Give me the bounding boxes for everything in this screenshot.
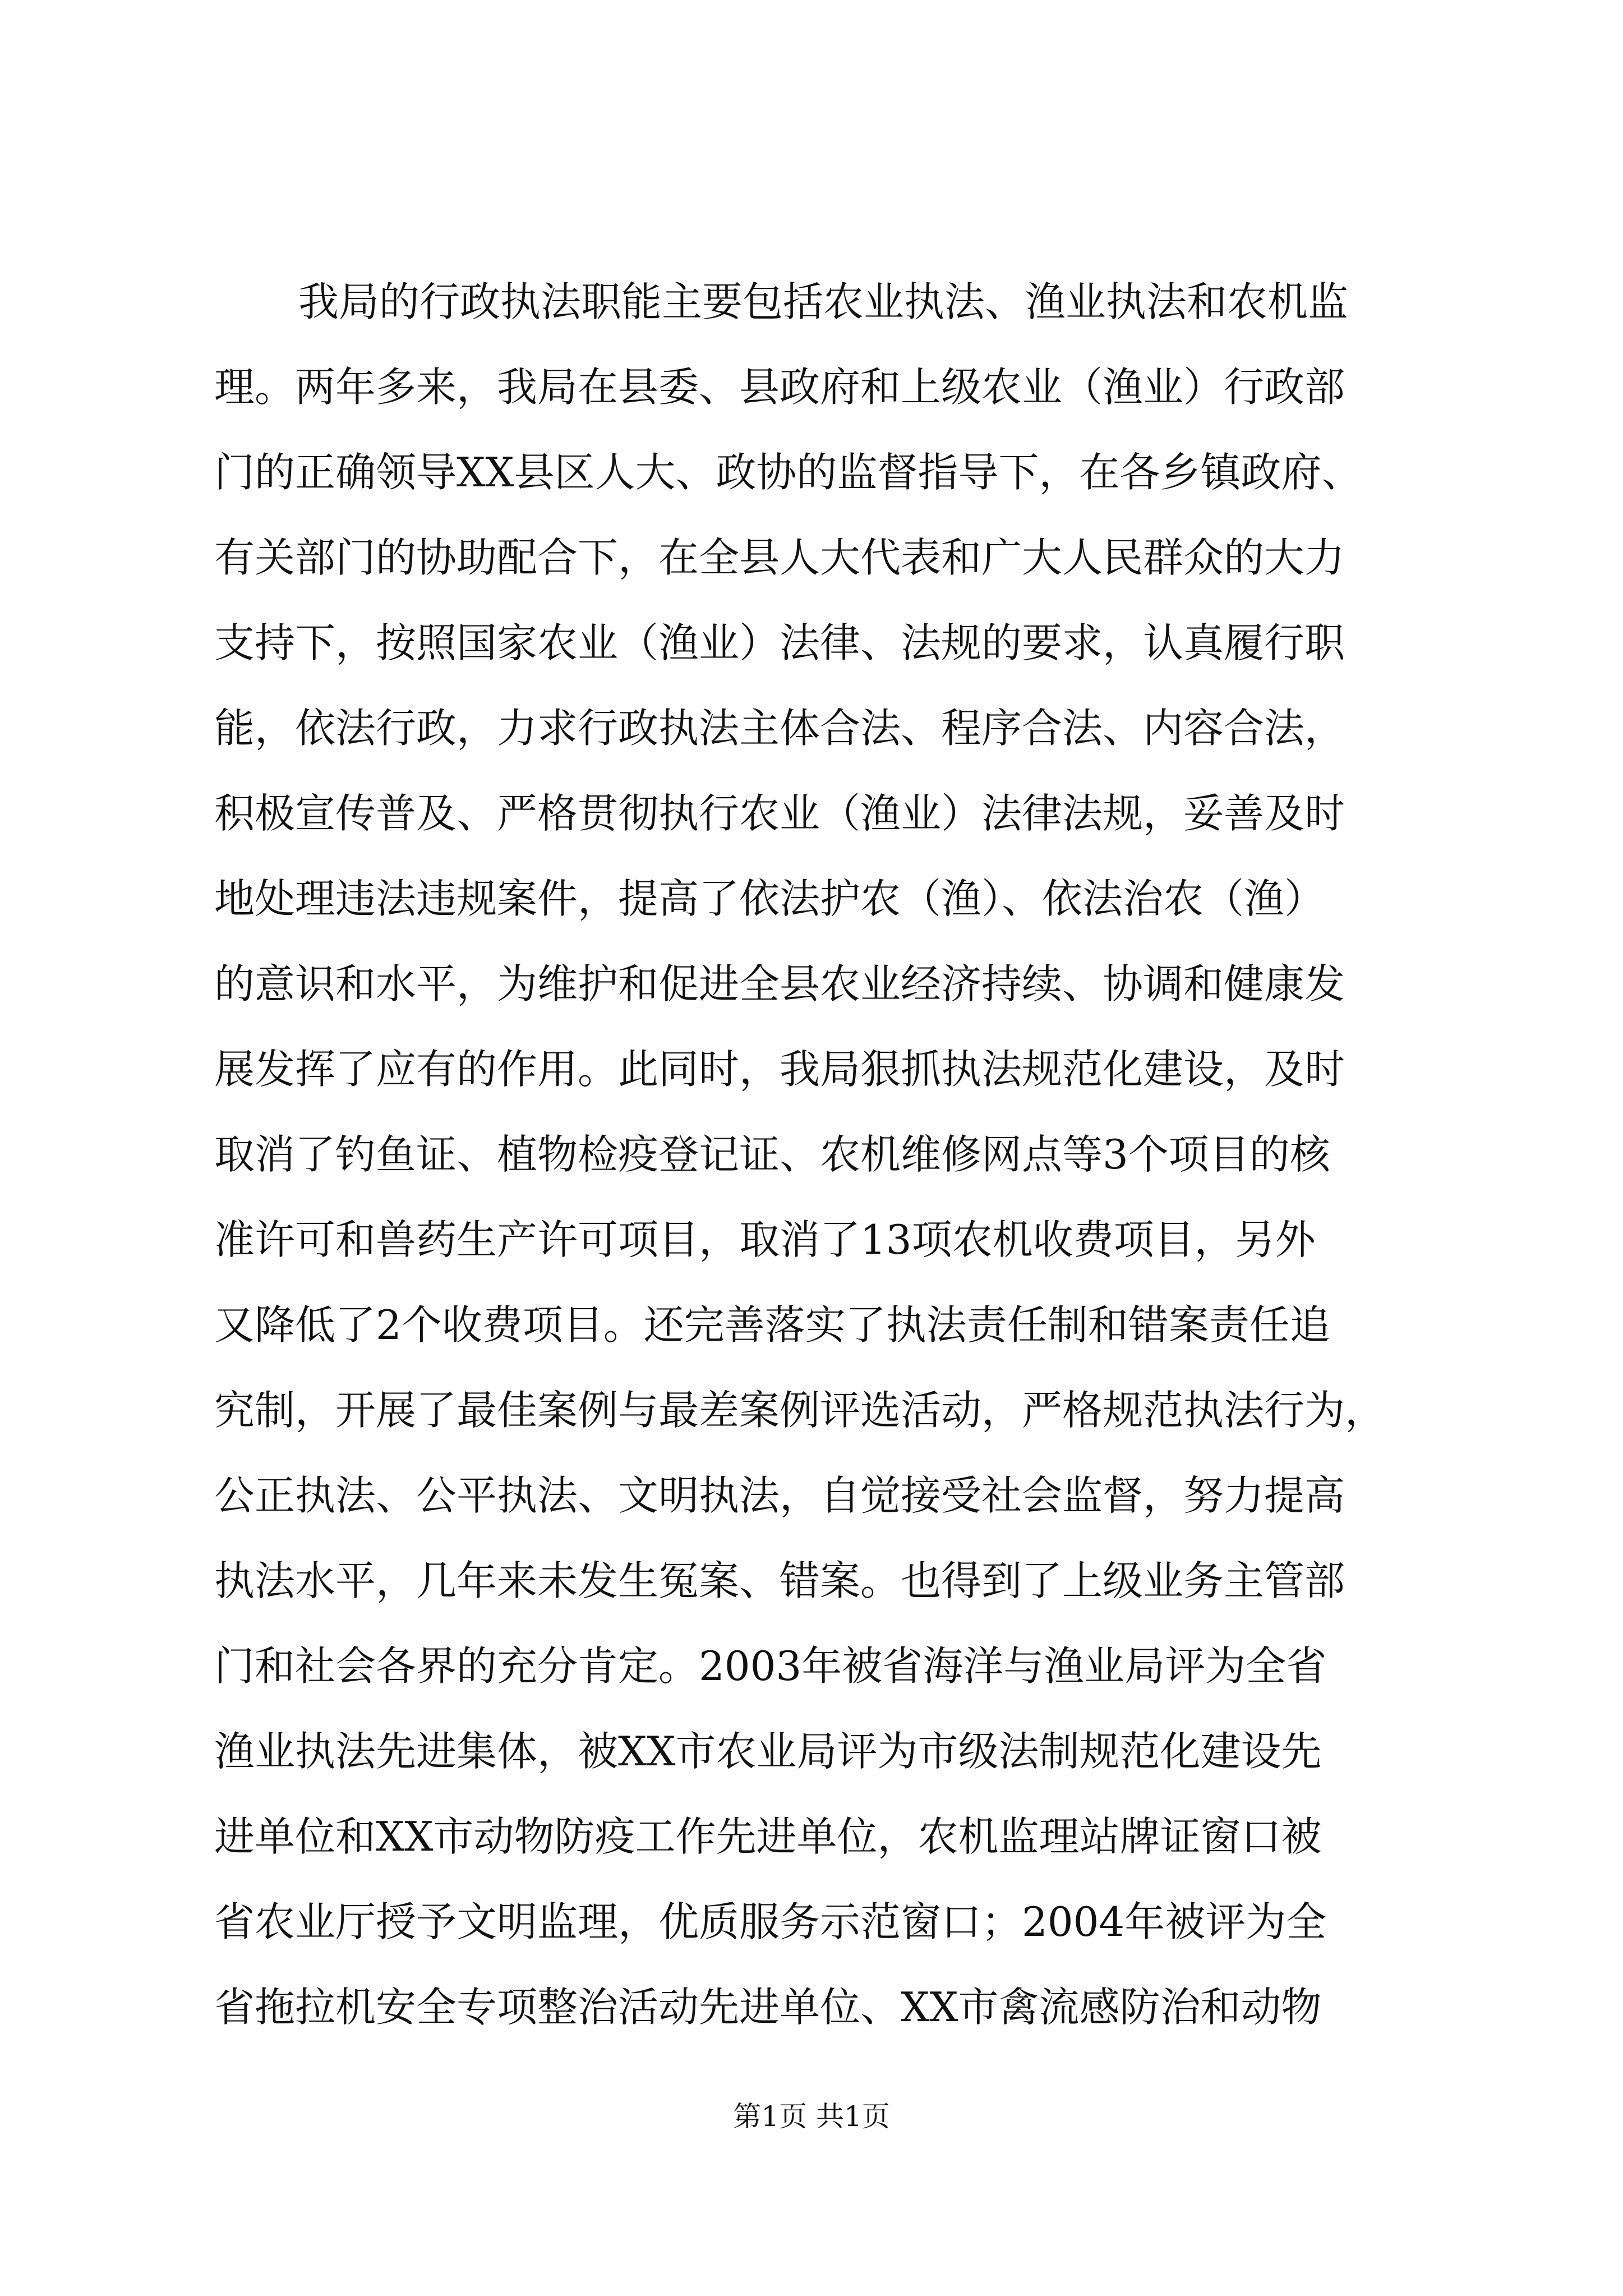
paragraph-line: 省拖拉机安全专项整治活动先进单位、XX市禽流感防治和动物 xyxy=(214,1984,1322,2031)
paragraph-line: 取消了钓鱼证、植物检疫登记证、农机维修网点等3个项目的核 xyxy=(214,1131,1330,1178)
page-footer xyxy=(0,2097,1623,2136)
paragraph-line: 执法水平，几年来未发生冤案、错案。也得到了上级业务主管部 xyxy=(214,1557,1345,1604)
paragraph-line: 门的正确领导XX县区人大、政协的监督指导下，在各乡镇政府、 xyxy=(214,449,1362,496)
body-paragraph xyxy=(214,259,1426,2050)
paragraph-line: 能，依法行政，力求行政执法主体合法、程序合法、内容合法， xyxy=(214,705,1345,752)
paragraph-line: 支持下，按照国家农业（渔业）法律、法规的要求，认真履行职 xyxy=(214,619,1345,666)
page-number-label: 第1页 共1页 xyxy=(733,2100,890,2133)
paragraph-line: 积极宣传普及、严格贯彻执行农业（渔业）法律法规，妥善及时 xyxy=(214,790,1345,837)
paragraph-line: 展发挥了应有的作用。此同时，我局狠抓执法规范化建设，及时 xyxy=(214,1046,1345,1093)
paragraph-line: 地处理违法违规案件，提高了依法护农（渔）、依法治农（渔） xyxy=(214,875,1325,922)
paragraph-line: 的意识和水平，为维护和促进全县农业经济持续、协调和健康发 xyxy=(214,960,1345,1007)
paragraph-line: 省农业厅授予文明监理，优质服务示范窗口；2004年被评为全 xyxy=(214,1898,1327,1945)
paragraph-line: 进单位和XX市动物防疫工作先进单位，农机监理站牌证窗口被 xyxy=(214,1813,1322,1860)
paragraph-line: 理。两年多来，我局在县委、县政府和上级农业（渔业）行政部 xyxy=(214,364,1345,411)
paragraph-line: 准许可和兽药生产许可项目，取消了13项农机收费项目，另外 xyxy=(214,1216,1316,1263)
paragraph-line: 渔业执法先进集体，被XX市农业局评为市级法制规范化建设先 xyxy=(214,1728,1322,1775)
paragraph-line: 公正执法、公平执法、文明执法，自觉接受社会监督，努力提高 xyxy=(214,1472,1345,1519)
paragraph-line: 我局的行政执法职能主要包括农业执法、渔业执法和农机监 xyxy=(298,278,1349,325)
paragraph-line: 门和社会各界的充分肯定。2003年被省海洋与渔业局评为全省 xyxy=(214,1642,1327,1690)
paragraph-line: 究制，开展了最佳案例与最差案例评选活动，严格规范执法行为， xyxy=(214,1387,1386,1434)
paragraph-line: 又降低了2个收费项目。还完善落实了执法责任制和错案责任追 xyxy=(214,1301,1330,1349)
paragraph-line: 有关部门的协助配合下，在全县人大代表和广大人民群众的大力 xyxy=(214,534,1345,581)
